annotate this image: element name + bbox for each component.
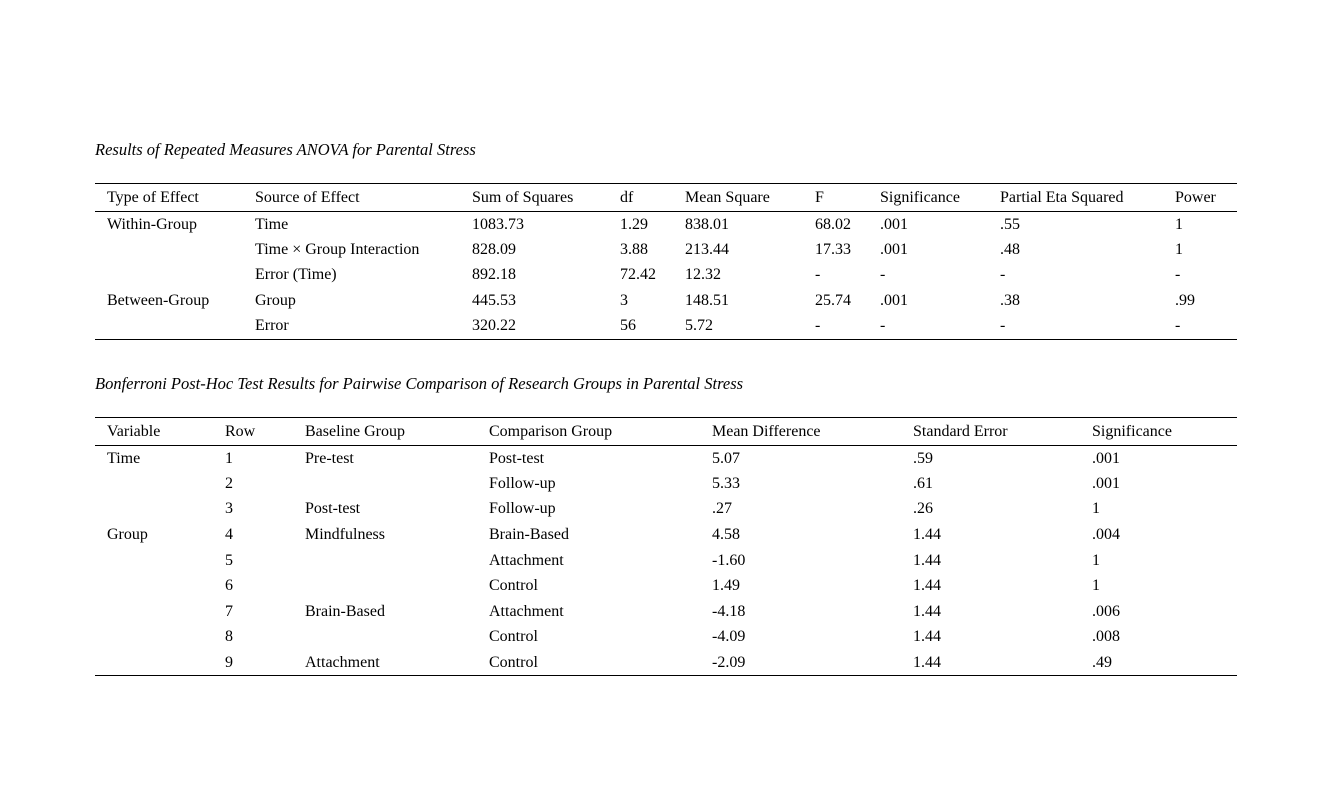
table-cell: 68.02 <box>815 215 851 233</box>
column-header: df <box>620 188 634 206</box>
table-cell: - <box>815 266 821 284</box>
table-cell: -4.18 <box>712 602 746 620</box>
table-cell <box>95 548 225 574</box>
table-cell: 1 <box>1092 500 1100 518</box>
table-cell <box>95 497 225 523</box>
table-row <box>95 599 1237 625</box>
table-cell: -2.09 <box>712 653 746 671</box>
table-cell: .001 <box>880 215 908 233</box>
table-cell: Time <box>255 215 289 233</box>
table-row <box>95 212 1237 238</box>
table-cell <box>95 650 225 676</box>
column-header: Baseline Group <box>305 422 405 440</box>
table-cell: 4 <box>225 526 233 544</box>
table-cell: Between-Group <box>107 292 210 310</box>
column-header: Partial Eta Squared <box>1000 188 1124 206</box>
table-cell: 7 <box>225 602 233 620</box>
table-cell: 1 <box>1175 240 1183 258</box>
table-row <box>95 573 1237 599</box>
table-cell: .001 <box>1092 474 1120 492</box>
table-cell <box>305 625 489 651</box>
table-cell: Group <box>107 526 148 544</box>
table-cell: 8 <box>225 628 233 646</box>
table-cell: 1.29 <box>620 215 648 233</box>
table-cell: .001 <box>880 292 908 310</box>
table-cell: 5.33 <box>712 474 740 492</box>
table-cell: Time <box>107 449 141 467</box>
table-cell: 213.44 <box>685 240 729 258</box>
table-cell: 5.07 <box>712 449 740 467</box>
table-cell: Error <box>255 317 289 335</box>
table-cell: Control <box>489 628 538 646</box>
table-cell: 3 <box>620 292 628 310</box>
table-cell <box>305 548 489 574</box>
table-row <box>95 263 1237 289</box>
table-cell: .001 <box>880 240 908 258</box>
table-cell: 72.42 <box>620 266 656 284</box>
table-cell: .99 <box>1175 292 1195 310</box>
table-cell <box>95 314 255 340</box>
table-cell: 1.44 <box>913 628 941 646</box>
table-cell: Control <box>489 653 538 671</box>
column-header: Comparison Group <box>489 422 613 440</box>
table-cell: 1.44 <box>913 551 941 569</box>
table-cell: Pre-test <box>305 449 354 467</box>
anova-header-row <box>95 184 1237 212</box>
table-cell: Brain-Based <box>489 526 569 544</box>
table-cell: 320.22 <box>472 317 516 335</box>
column-header: Type of Effect <box>107 188 199 206</box>
table-cell: 5.72 <box>685 317 713 335</box>
table-row <box>95 522 1237 548</box>
table-cell: - <box>880 317 886 335</box>
table-cell: - <box>815 317 821 335</box>
table-cell: Post-test <box>489 449 545 467</box>
table-row <box>95 497 1237 523</box>
table-cell: - <box>1175 317 1181 335</box>
table-cell: 56 <box>620 317 636 335</box>
table-cell: 148.51 <box>685 292 729 310</box>
table-row <box>95 237 1237 263</box>
table-cell: 828.09 <box>472 240 516 258</box>
anova-table <box>95 183 1237 340</box>
table-cell: 2 <box>225 474 233 492</box>
table-cell: 3.88 <box>620 240 648 258</box>
table-row <box>95 314 1237 340</box>
table-cell: .38 <box>1000 292 1020 310</box>
table-cell: .001 <box>1092 449 1120 467</box>
posthoc-table-title: Bonferroni Post-Hoc Test Results for Pairwise Comparison of Research Groups in Parental Stress <box>95 374 744 393</box>
table-cell <box>95 625 225 651</box>
posthoc-table <box>95 417 1237 676</box>
table-row <box>95 446 1237 472</box>
column-header: F <box>815 188 824 206</box>
table-cell: - <box>1175 266 1181 284</box>
table-cell: 6 <box>225 577 233 595</box>
table-cell <box>95 237 255 263</box>
table-cell: Mindfulness <box>305 526 385 544</box>
column-header: Mean Square <box>685 188 770 206</box>
table-cell: 445.53 <box>472 292 516 310</box>
anova-table-title: Results of Repeated Measures ANOVA for Parental Stress <box>95 140 476 159</box>
table-cell: 25.74 <box>815 292 851 310</box>
posthoc-header-row <box>95 418 1237 446</box>
table-cell: .48 <box>1000 240 1020 258</box>
table-cell: Brain-Based <box>305 602 385 620</box>
table-cell: 1.44 <box>913 526 941 544</box>
table-row <box>95 650 1237 676</box>
table-cell: 12.32 <box>685 266 721 284</box>
column-header: Mean Difference <box>712 422 821 440</box>
table-cell: Post-test <box>305 500 361 518</box>
column-header: Standard Error <box>913 422 1008 440</box>
column-header: Variable <box>107 422 161 440</box>
table-cell <box>95 599 225 625</box>
table-row <box>95 471 1237 497</box>
table-cell: Control <box>489 577 538 595</box>
column-header: Significance <box>1092 422 1172 440</box>
table-cell: 1 <box>1175 215 1183 233</box>
table-cell: 838.01 <box>685 215 729 233</box>
table-cell: .49 <box>1092 653 1112 671</box>
table-cell: Group <box>255 292 296 310</box>
table-cell: .26 <box>913 500 933 518</box>
table-cell: Time × Group Interaction <box>255 240 420 258</box>
table-cell: .004 <box>1092 526 1120 544</box>
table-row <box>95 288 1237 314</box>
table-cell <box>95 573 225 599</box>
column-header: Sum of Squares <box>472 188 574 206</box>
column-header: Power <box>1175 188 1216 206</box>
table-cell: 1.44 <box>913 577 941 595</box>
table-cell: Error (Time) <box>255 266 337 284</box>
table-cell: 1.44 <box>913 653 941 671</box>
table-cell: 892.18 <box>472 266 516 284</box>
table-cell: .27 <box>712 500 732 518</box>
table-cell: - <box>1000 266 1006 284</box>
table-cell: .55 <box>1000 215 1020 233</box>
table-cell: .61 <box>913 474 933 492</box>
table-cell: .59 <box>913 449 933 467</box>
table-cell: 17.33 <box>815 240 851 258</box>
table-row <box>95 548 1237 574</box>
table-cell <box>305 573 489 599</box>
table-cell: .008 <box>1092 628 1120 646</box>
table-cell: 5 <box>225 551 233 569</box>
table-cell: Attachment <box>489 551 564 569</box>
column-header: Row <box>225 422 256 440</box>
table-cell: Follow-up <box>489 500 556 518</box>
column-header: Significance <box>880 188 960 206</box>
table-cell: .006 <box>1092 602 1120 620</box>
table-cell <box>95 471 225 497</box>
table-cell: - <box>880 266 886 284</box>
table-row <box>95 625 1237 651</box>
table-cell: 1.44 <box>913 602 941 620</box>
table-cell: 4.58 <box>712 526 740 544</box>
table-cell: -1.60 <box>712 551 746 569</box>
table-cell: 1083.73 <box>472 215 524 233</box>
table-cell: - <box>1000 317 1006 335</box>
table-cell: Attachment <box>489 602 564 620</box>
table-cell: 1 <box>1092 551 1100 569</box>
table-cell: Within-Group <box>107 215 198 233</box>
column-header: Source of Effect <box>255 188 360 206</box>
table-cell: 1.49 <box>712 577 740 595</box>
table-cell: Follow-up <box>489 474 556 492</box>
table-cell: Attachment <box>305 653 380 671</box>
table-cell: -4.09 <box>712 628 746 646</box>
table-cell <box>305 471 489 497</box>
table-cell: 3 <box>225 500 233 518</box>
table-cell: 1 <box>1092 577 1100 595</box>
table-cell <box>95 263 255 289</box>
table-cell: 9 <box>225 653 233 671</box>
table-cell: 1 <box>225 449 233 467</box>
